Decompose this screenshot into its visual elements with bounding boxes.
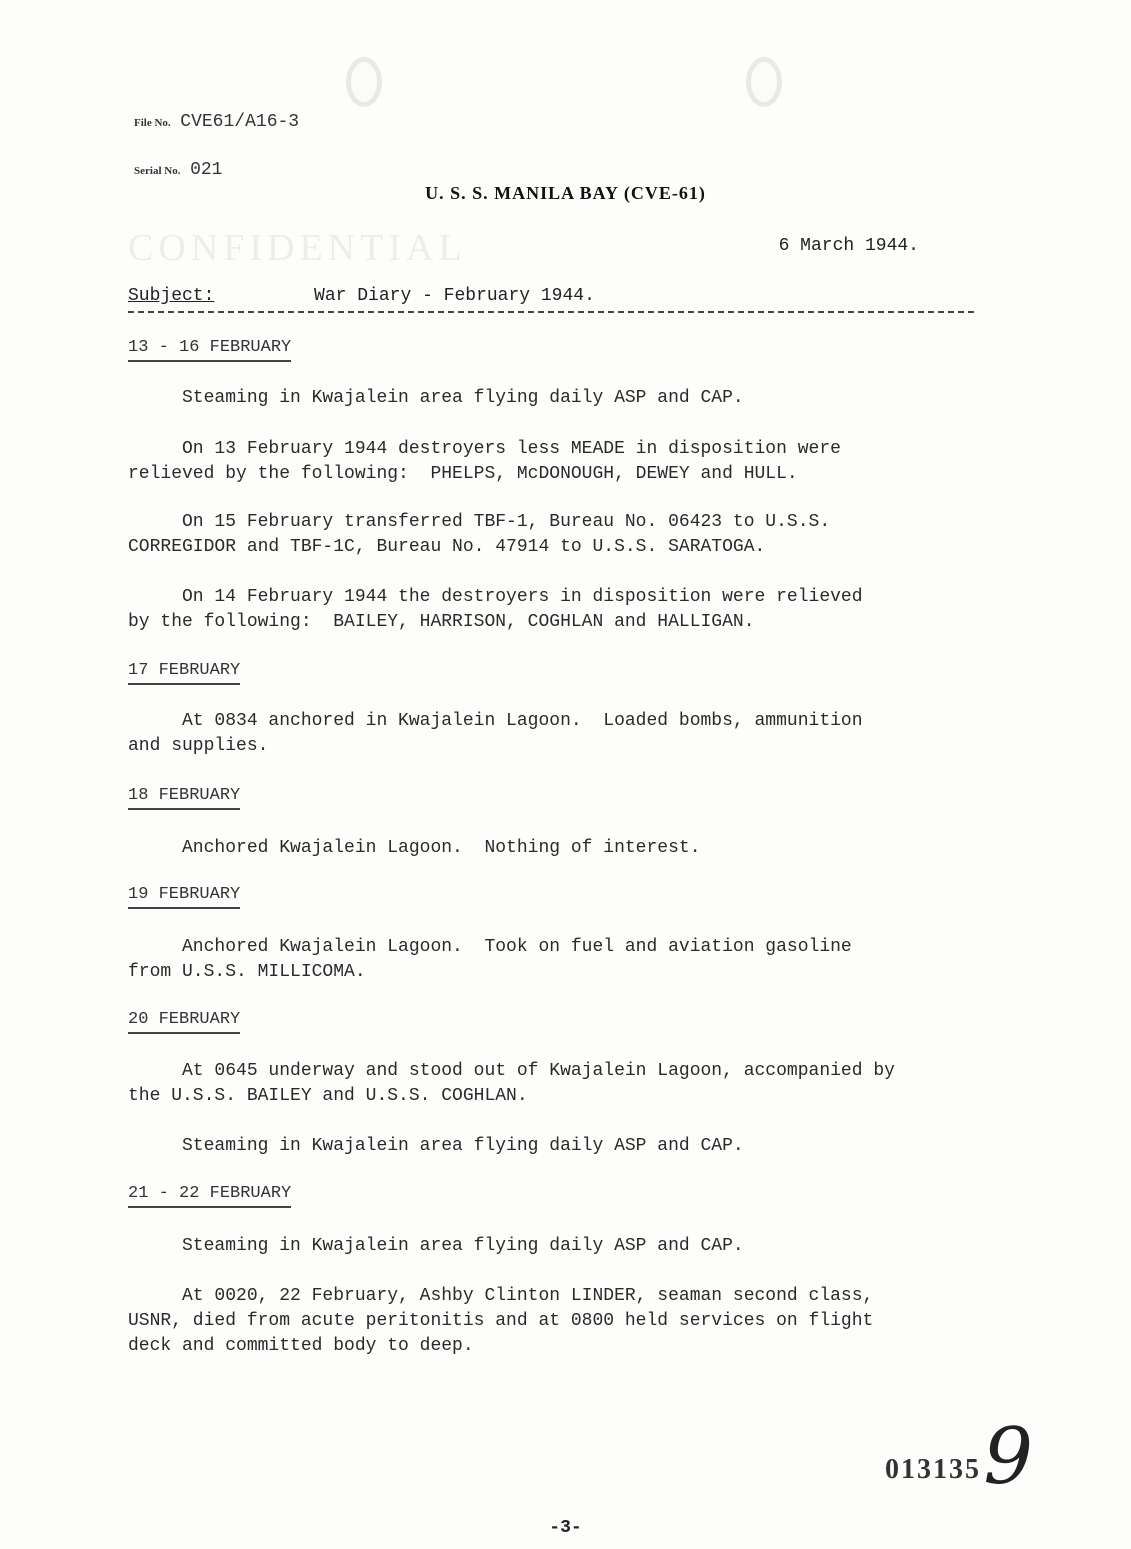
file-number: CVE61/A16-3 — [180, 112, 300, 132]
paragraph: Anchored Kwajalein Lagoon. Took on fuel and aviation gasoline from U.S.S. MILLICOMA. — [128, 937, 852, 982]
paragraph: Steaming in Kwajalein area flying daily ASP and CAP. — [128, 1236, 744, 1256]
paragraph: At 0020, 22 February, Ashby Clinton LINDER, seaman second class, USNR, died from acute peritonitis and at 0800 held services on flight deck and committed body to deep. — [128, 1286, 874, 1356]
paragraph: Anchored Kwajalein Lagoon. Nothing of interest. — [128, 838, 701, 858]
file-number-line — [134, 112, 299, 132]
section-heading: 19 FEBRUARY — [128, 885, 241, 904]
section-heading: 17 FEBRUARY — [128, 661, 241, 680]
punch-hole-left — [346, 57, 382, 107]
paragraph: Steaming in Kwajalein area flying daily ASP and CAP. — [128, 388, 744, 408]
subject-line — [128, 286, 595, 306]
section-heading: 20 FEBRUARY — [128, 1010, 241, 1029]
document-control-number: 013135 — [885, 1454, 981, 1485]
subject-label: Subject: — [128, 286, 215, 306]
section-heading: 13 - 16 FEBRUARY — [128, 338, 292, 357]
paragraph: On 14 February 1944 the destroyers in disposition were relieved by the following: BAILEY, HARRISON, COGHLAN and HALLIGAN. — [128, 587, 863, 632]
ship-heading: U. S. S. MANILA BAY (CVE-61) — [425, 183, 706, 203]
paragraph: On 15 February transferred TBF-1, Bureau No. 06423 to U.S.S. CORREGIDOR and TBF-1C, Bureau No. 47914 to U.S.S. SARATOGA. — [128, 512, 831, 557]
file-label: File No. — [134, 117, 171, 129]
serial-number-line — [134, 160, 222, 180]
paragraph: At 0645 underway and stood out of Kwajalein Lagoon, accompanied by the U.S.S. BAILEY and U.S.S. COGHLAN. — [128, 1061, 895, 1106]
punch-hole-right — [746, 57, 782, 107]
section-heading: 18 FEBRUARY — [128, 786, 241, 805]
paragraph: On 13 February 1944 destroyers less MEADE in disposition were relieved by the following: PHELPS, McDONOUGH, DEWEY and HULL. — [128, 439, 841, 484]
classification-stamp: CONFIDENTIAL — [128, 227, 467, 269]
page-number: -3- — [549, 1518, 582, 1538]
subject-text: War Diary - February 1944. — [314, 286, 595, 306]
paragraph: Steaming in Kwajalein area flying daily ASP and CAP. — [128, 1136, 744, 1156]
section-heading: 21 - 22 FEBRUARY — [128, 1184, 292, 1203]
document-date: 6 March 1944. — [778, 236, 919, 256]
subject-rule — [128, 311, 974, 313]
paragraph: At 0834 anchored in Kwajalein Lagoon. Loaded bombs, ammunition and supplies. — [128, 711, 863, 756]
handwritten-page-mark: 9 — [983, 1412, 1033, 1502]
serial-label: Serial No. — [134, 165, 181, 177]
serial-number: 021 — [190, 160, 223, 180]
